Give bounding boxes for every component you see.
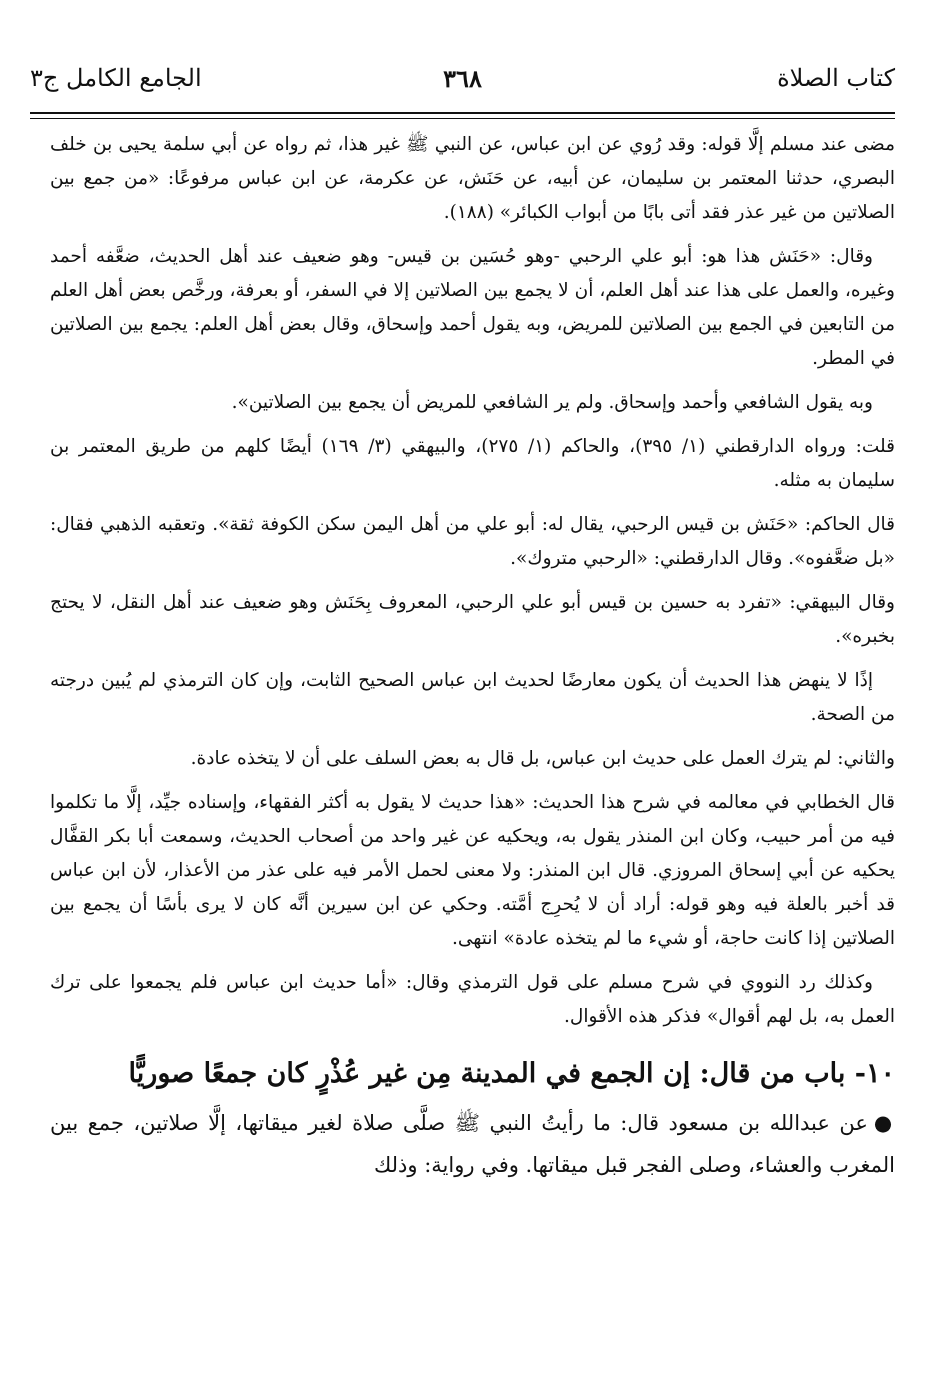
paragraph: وقال البيهقي: «تفرد به حسين بن قيس أبو علي الرحبي، المعروف بِحَنَش وهو ضعيف عند أهل النقل، لا يحتج بخبره». [50, 592, 895, 647]
paragraph: وقال: «حَنَش هذا هو: أبو علي الرحبي -وهو حُسَين بن قيس- وهو ضعيف عند أهل الحديث، ضعَّفه أحمد وغيره، والعمل على هذا عند أهل العلم، أن لا يجمع بين الصلاتين إلا في السفر، أو بعرفة، ورخَّص بعض أهل العلم من التابعين في الجمع بين الصلاتين للمريض، وبه يقول أحمد وإسحاق، وقال بعض أهل العلم: يجمع بين الصلاتين في المطر. [50, 246, 895, 369]
header-rule-thin [30, 118, 895, 119]
hadith-text [50, 1102, 895, 1186]
paragraph: إذًا لا ينهض هذا الحديث أن يكون معارضًا لحديث ابن عباس الصحيح الثابت، وإن كان الترمذي لم يُبين درجته من الصحة. [50, 670, 895, 725]
header-rule-thick [30, 112, 895, 114]
paragraph: قلت: ورواه الدارقطني (١/ ٣٩٥)، والحاكم (١/ ٢٧٥)، والبيهقي (٣/ ١٦٩) أيضًا كلهم من طريق المعتمر بن سليمان به مثله. [50, 436, 895, 491]
page-number: ٣٦٨ [443, 64, 482, 93]
bullet-icon: ● [873, 1111, 895, 1135]
paragraph: مضى عند مسلم إلَّا قوله: وقد رُوي عن ابن عباس، عن النبي ﷺ غير هذا، ثم رواه عن أبي سلمة يحيى بن خلف البصري، حدثنا المعتمر بن سليمان، عن أبيه، عن حَنَش، عن عكرمة، عن ابن عباس مرفوعًا: «من جمع بين الصلاتين من غير عذر فقد أتى بابًا من أبواب الكبائر» (١٨٨). [50, 134, 895, 223]
page-header [30, 64, 895, 104]
paragraph: قال الخطابي في معالمه في شرح هذا الحديث: «هذا حديث لا يقول به أكثر الفقهاء، وإسناده جيِّد، إلَّا ما تكلموا فيه من أمر حبيب، وكان ابن المنذر يقول به، ويحكيه عن غير واحد من أصحاب الحديث، وسمعت أبا بكر القفَّال يحكيه عن أبي إسحاق المروزي. قال ابن المنذر: ولا معنى لحمل الأمر فيه على عذر من الأعذار، لأن ابن عباس قد أخبر بالعلة فيه وهو قوله: أراد أن لا يُحرِج أمَّته. وحكي عن ابن سيرين أنَّه كان لا يرى بأسًا أن يجمع بين الصلاتين إذا كانت حاجة، أو شيء ما لم يتخذه عادة» انتهى. [50, 792, 895, 949]
header-book-title: الجامع الكامل ج٣ [30, 64, 202, 92]
paragraph: قال الحاكم: «حَنَش بن قيس الرحبي، يقال له: أبو علي من أهل اليمن سكن الكوفة ثقة». وتعقبه الذهبي فقال: «بل ضعَّفوه». وقال الدارقطني: «الرحبي متروك». [50, 514, 895, 569]
hadith-body: عن عبدالله بن مسعود قال: ما رأيتُ النبي ﷺ صلَّى صلاة لغير ميقاتها، إلَّا صلاتين، جمع بين المغرب والعشاء، وصلى الفجر قبل ميقاتها. وفي رواية: وذلك [50, 1111, 895, 1177]
section-heading: ١٠- باب من قال: إن الجمع في المدينة مِن غير عُذْرٍ كان جمعًا صوريًّا [128, 1058, 895, 1089]
paragraph: والثاني: لم يترك العمل على حديث ابن عباس، بل قال به بعض السلف على أن لا يتخذه عادة. [190, 748, 895, 769]
page-body [50, 128, 895, 1196]
header-section-title: كتاب الصلاة [777, 64, 895, 92]
paragraph: وبه يقول الشافعي وأحمد وإسحاق. ولم ير الشافعي للمريض أن يجمع بين الصلاتين». [231, 392, 873, 413]
paragraph: وكذلك رد النووي في شرح مسلم على قول الترمذي وقال: «أما حديث ابن عباس فلم يجمعوا على ترك العمل به، بل لهم أقوال» فذكر هذه الأقوال. [50, 972, 895, 1027]
